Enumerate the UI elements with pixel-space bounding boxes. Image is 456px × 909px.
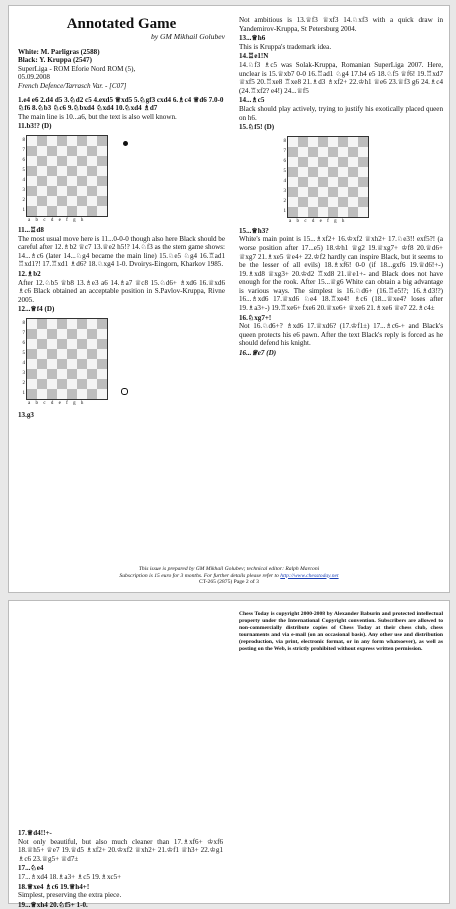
move-18: 18.♕xe4 ♗c6 19.♕h4+! <box>18 882 90 891</box>
move-17: 17.♕d4!!+- <box>18 829 52 837</box>
note-actively: Black should play actively, trying to justify his exotically placed queen on h6. <box>239 104 443 122</box>
page-3 <box>8 600 450 909</box>
move-11-b3: 11.b3!? (D) <box>18 122 52 131</box>
rank-labels: 8 7 6 5 4 3 2 1 <box>22 320 25 396</box>
file-labels: abcdefgh <box>28 217 89 223</box>
chess-diagram-3 <box>279 136 367 225</box>
author-line: by GM Mikhail Golubev <box>150 32 225 41</box>
move-12-qf4: 12...♕f4 (D) <box>18 305 55 314</box>
note-trademark: This is Kruppa's trademark idea. <box>239 42 332 51</box>
rank-labels: 8 7 6 5 4 3 2 1 <box>22 137 25 213</box>
copyright-notice: Chess Today is copyright 2000-2008 by Alexander Baburin and protected intellectual property under the International Copyright convention. Subscribers are allowed to non-commercially distribute copies of Chess Today at their chess club, chess tournaments and via e-mail (on an occasional basis). Any other use and distribution (reproduction, via print, electronic format, or in any form whatsoever), as well as posting on the Web, is strictly prohibited without express written permission. <box>239 611 443 652</box>
move-13-qh6: 13...♕h6 <box>239 34 266 43</box>
move-15-qh3: 15...♕h3? <box>239 226 269 235</box>
page-footer <box>39 566 419 586</box>
move-12: 12.♗b2 <box>18 269 41 278</box>
chess-diagram-1 <box>18 135 106 224</box>
note-not-ambitious: Not ambitious is 13.♕f3 ♕xf3 14.♘xf3 with a quick draw in Yandemirov-Kruppa, St Petersburg 2004. <box>239 16 443 33</box>
file-labels: abcdefgh <box>289 218 350 224</box>
move-14-bc5: 14...♗c5 <box>239 96 265 105</box>
move-11: 11...♖d8 <box>18 225 44 234</box>
move-14: 14.♖e1!N <box>239 52 269 61</box>
note-not-nd6: Not 16.♘d6+? ♗xd6 17.♕xd6? (17.♔f1±) 17...♗c6-+ and Black's queen protects his e6 pawn. After the text Black's reply is forced as he should defend his knight. <box>239 322 443 348</box>
white-player: White: M. Parligras (2588) <box>18 47 100 56</box>
black-player: Black: Y. Kruppa (2547) <box>18 56 92 65</box>
right-column <box>239 611 443 653</box>
left-column <box>18 16 225 419</box>
left-column <box>18 609 223 909</box>
move-19: 19...♕xh4 20.♘f5+ 1-0. <box>18 900 88 909</box>
page-number: CT-265 (2875) Page 2 of 3 <box>199 579 259 586</box>
rank-labels: 8 7 6 5 4 3 2 1 <box>283 138 286 214</box>
footer-credits: This issue is prepared by GM Mikhail Golubev; technical editor: Ralph Marconi <box>138 566 320 572</box>
column-spacer <box>18 609 223 829</box>
note-bxd4: 17...♗xd4 18.♗a3+ ♗c5 19.♗xc5+ <box>18 872 122 881</box>
white-to-move-icon <box>121 388 128 395</box>
opening-moves: 1.e4 e6 2.d4 d5 3.♘d2 c5 4.exd5 ♕xd5 5.♘gf3 cxd4 6.♗c4 ♕d6 7.0-0 ♘f6 8.♘b3 ♘c6 9.♘bxd4 ♘xd4 10.♘xd4 ♗d7 <box>18 95 224 113</box>
page-title: Annotated Game <box>66 16 177 32</box>
note-nb5: After 12.♘b5 ♕b8 13.♗e3 a6 14.♗a7 ♕c8 15.♘d6+ ♗xd6 16.♕xd6 ♗c6 Black obtained an acceptable position in S.Pavlov-Kruppa, Rivne 2005. <box>18 278 225 304</box>
move-16: 16.♘xg7+! <box>239 313 272 322</box>
footer-subscription: Subscription is 15 euro for 3 months. For further details please refer to http://www.chesstoday.net <box>119 572 339 579</box>
move-16-qe7: 16...♕e7 (D) <box>239 349 277 358</box>
chess-board <box>287 136 369 218</box>
move-15: 15.♘f5! (D) <box>239 123 275 132</box>
right-column <box>239 16 443 358</box>
opening-line: French Defence/Tarrasch Var. - [C07] <box>18 81 127 90</box>
page-2 <box>8 5 450 593</box>
black-to-move-icon <box>123 141 128 146</box>
chess-diagram-2 <box>18 318 106 407</box>
file-labels: abcdefgh <box>28 400 89 406</box>
move-13: 13.g3 <box>18 410 34 419</box>
chess-board <box>26 135 108 217</box>
chess-board <box>26 318 108 400</box>
event-line: SuperLiga - ROM Eforie Nord ROM (5), <box>18 64 136 73</box>
note-main-line: The main line is 10...a6, but the text is also well known. <box>18 112 177 121</box>
note-main-point: White's main point is 15...♗xf2+ 16.♔xf2 ♕xh2+ 17.♘e3!! exf5?! (a worse position after 17...e5) 18.♔h1 ♕g2 19.♕xg7+ ♔f8 20.♕d6+ ♕xg7 21.♗xe5 ♕e4+ 22.♔f2 hardly can inspire Black, but it seems to be the lesser of all evils) 18.♗xf6! 0-0 (if 18...gxf6 19.♕d6!+-) 19.♗xd8 ♕xg3+ 20.♔d2 ♖xd8 21.♕e1+- and Black does not have enough for the rook. After 15...♕g6 White can obtain a big advantage is various ways. The simplest is 16.♘d6+ (16.♖e5!?; 16.♗d3!?) 16...♗xd6 17.♕xd6 ♘e4 18.♖xe4! ♗c6 (18...♕xe4? loses after 19.♗a3+-) 19.♖xe6+ fxe6 20.♕xe6+ ♕xe6 21.♗xe6 ♕e7 22.♗c4± <box>239 235 443 313</box>
date-line: 05.09.2008 <box>18 73 50 82</box>
website-link[interactable]: http://www.chesstoday.net <box>280 572 339 579</box>
note-solak: 14.♘f3 ♗c5 was Solak-Kruppa, Romanian SuperLiga 2007. Here, unclear is 15.♕xb7 0-0 16.♖ad1 ♘g4 17.h4 e5 18.♘f5 ♕f6! 19.♖xd7 ♕xf5 20.♖xe8 ♖xe8 21.♗d3 ♗xf2+ 22.♔h1 ♕e6 23.♕f3 g6 24.♗c4 (24.♖xf2? e4!) 24...♕f5 <box>239 60 443 95</box>
note-beautiful: Not only beautiful, but also much cleaner than 17.♗xf6+ ♔xf6 18.♕h5+ ♕e7 19.♕d5 ♗xf2+ 20.♔xf2 ♕xh2+ 21.♔f1 ♕h3+ 22.♔g1 ♗c6 23.♕g5+ ♕d7± <box>18 837 223 863</box>
move-17-ne4: 17...♘e4 <box>18 864 44 873</box>
note-simplest: Simplest, preserving the extra piece. <box>18 891 122 900</box>
note-usual-move: The most usual move here is 11...0-0-0 though also here Black should be careful after 12.♗b2 ♕c7 13.♕e2 h5!? 14.♘f3 as the stem game shows: 14...♗c6 (later 14...♘g4 became the main line) 15.♘e5 ♘g4 16.♖ad1 ♖xd1?! 17.♖xd1 ♗d6? 18.♘xg4 1-0. Dvoirys-Eingorn, Kharkov 1985. <box>18 234 225 269</box>
